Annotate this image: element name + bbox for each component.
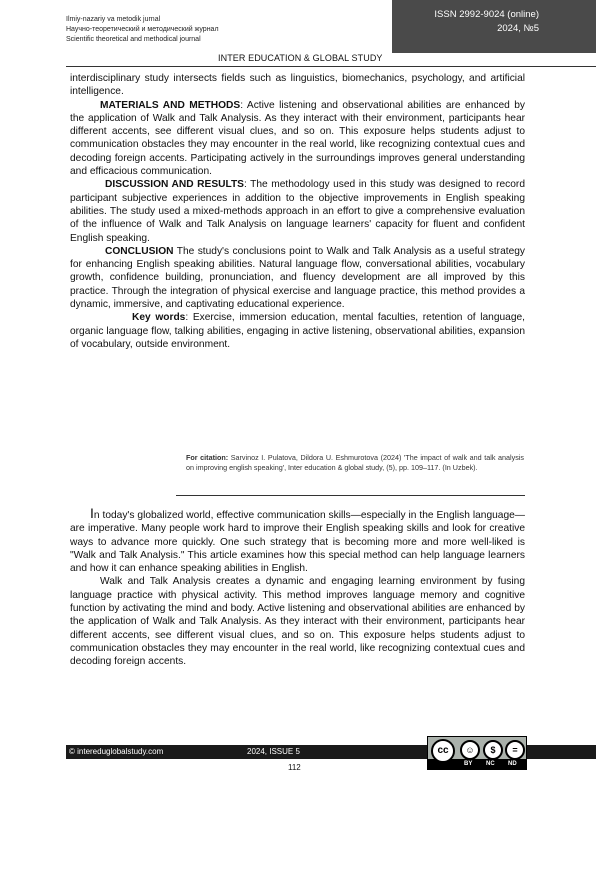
by-label: BY — [464, 761, 473, 767]
cc-license-badge[interactable] — [427, 736, 527, 770]
keywords-text: : Exercise, immersion education, mental faculties, retention of language, organic language flow, talking abilities, engaging in active listening, observational abilities, expansion of vocabulary, outside environment. — [70, 312, 525, 350]
noderivatives-icon: = — [505, 740, 525, 760]
journal-title: INTER EDUCATION & GLOBAL STUDY — [218, 53, 383, 63]
conclusion-paragraph — [70, 245, 525, 311]
attribution-icon: ☺ — [460, 740, 480, 760]
citation-text: Sarvinoz I. Pulatova, Dildora U. Eshmurotova (2024) 'The impact of walk and talk analysis on improving english speaking', Inter education & global study, (5), pp. 109–117. (In Uzbek). — [186, 453, 525, 473]
conclusion-heading: CONCLUSION — [105, 245, 174, 257]
body-paragraph-2: Walk and Talk Analysis creates a dynamic and engaging learning environment by fusing language practice with physical activity. This method improves language memory and cognitive function by activating the mind and body. Active listening and observational abilities are enhanced by the application of Walk and Talk Analysis. As they interact with their environment, participants hear different accents, see different visual clues, and so on. This exposure helps students adjust to communication obstacles they may encounter in the real world, like recognizing contextual cues and decoding foreign accents. — [70, 576, 525, 668]
results-heading: DISCUSSION AND RESULTS — [105, 179, 244, 191]
issn: ISSN 2992-9024 (online) — [434, 9, 539, 20]
citation-divider — [176, 495, 525, 496]
page-number: 112 — [288, 763, 301, 772]
noncommercial-icon: $ — [483, 740, 503, 760]
intro-tail: interdisciplinary study intersects fields such as linguistics, biomechanics, psychology, and artificial intelligence. — [70, 73, 525, 98]
results-paragraph — [70, 178, 525, 244]
citation-label: For citation: — [186, 453, 229, 462]
subtitle-line: Ilmiy-nazariy va metodik jurnal — [66, 16, 161, 23]
nd-label: ND — [508, 761, 517, 767]
conclusion-text: The study's conclusions point to Walk and Talk Analysis as a useful strategy for enhancing English speaking abilities. Natural language flow, conversational abilities, vocabulary growth, confidence building, pronunciation, and fluency development are all improved by this practice. Through the integration of physical exercise and language practice, this method provides a dynamic, immersive, and captivating educational experience. — [70, 245, 525, 311]
subtitle-line: Научно-теоретический и методический журнал — [66, 26, 219, 33]
article-body — [70, 507, 525, 669]
cc-logo-icon: cc — [431, 739, 455, 763]
header-divider — [66, 66, 596, 67]
methods-paragraph — [70, 99, 525, 179]
drop-initial: I — [90, 505, 94, 521]
issn-box — [392, 0, 596, 53]
footer-site[interactable]: © intereduglobalstudy.com — [69, 747, 164, 756]
keywords-heading: Key words — [132, 312, 186, 324]
keywords-paragraph — [70, 311, 525, 351]
issue-number: 2024, №5 — [497, 23, 539, 34]
nc-label: NC — [486, 761, 495, 767]
subtitle-line: Scientific theoretical and methodical journal — [66, 36, 201, 43]
body-paragraph-1-text: n today's globalized world, effective communication skills—especially in the English language—are imperative. Many people work hard to improve their English speaking skills and look for creative ways to advance more quickly. One such strategy that is becoming more and more well-liked is "Walk and Talk Analysis." This article examines how this special method can help language learners and how it can enhance speaking abilities in English. — [70, 510, 525, 575]
abstract — [70, 72, 525, 351]
methods-heading: MATERIALS AND METHODS — [100, 99, 241, 111]
citation-block — [186, 453, 524, 474]
methods-text: : Active listening and observational abilities are enhanced by the application of Walk and Talk Analysis. As they interact with their environment, participants hear different accents, see different visual clues, and so on. This exposure helps students adjust to communication obstacles they may encounter in the real world, like recognizing contextual cues and decoding foreign accents. Participating actively in the surroundings improves general understanding and efficacious communication. — [70, 99, 525, 178]
body-paragraph-1 — [70, 507, 525, 575]
footer-issue: 2024, ISSUE 5 — [247, 747, 300, 756]
journal-subtitles — [66, 15, 219, 45]
results-text: : The methodology used in this study was designed to record participant subjective experiences in addition to the objective improvements in English speaking abilities. The study used a mixed-methods approach in an effort to give a comprehensive evaluation of the influence of Walk and Talk Analysis on language learners' capacity for fluent and confident English speaking. — [70, 179, 525, 244]
